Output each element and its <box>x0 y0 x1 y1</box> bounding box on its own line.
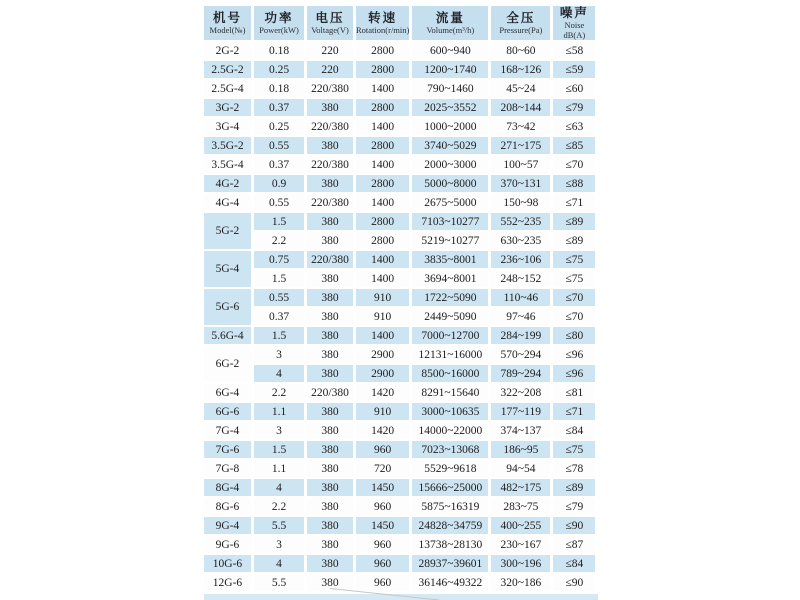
header-pressure-en: Pressure(Pa) <box>499 25 543 35</box>
table-row <box>204 61 595 78</box>
pressure-cell: 236~106 <box>491 251 550 268</box>
header-voltage-en: Voltage(V) <box>311 25 349 35</box>
noise-cell: ≤75 <box>553 441 595 458</box>
rotation-cell: 1400 <box>356 80 409 97</box>
voltage-cell: 380 <box>307 308 353 325</box>
model-cell: 6G-4 <box>204 384 251 401</box>
volume-cell: 7023~13068 <box>412 441 488 458</box>
column-header-noise <box>553 6 595 40</box>
table-row <box>204 99 595 116</box>
rotation-cell: 2800 <box>356 99 409 116</box>
table-row <box>204 517 595 534</box>
voltage-cell: 380 <box>307 441 353 458</box>
noise-cell: ≤96 <box>553 346 595 363</box>
power-cell: 3 <box>254 422 304 439</box>
header-volume-en: Volume(m³/h) <box>426 25 475 35</box>
voltage-cell: 380 <box>307 555 353 572</box>
header-model-zh: 机号 <box>212 11 242 25</box>
rotation-cell: 1420 <box>356 384 409 401</box>
volume-cell: 12131~16000 <box>412 346 488 363</box>
volume-cell: 5000~8000 <box>412 175 488 192</box>
noise-cell: ≤81 <box>553 384 595 401</box>
volume-cell: 28937~39601 <box>412 555 488 572</box>
header-power-en: Power(kW) <box>259 25 299 35</box>
table-row <box>204 441 595 458</box>
volume-cell: 1722~5090 <box>412 289 488 306</box>
column-header-power <box>254 6 304 40</box>
volume-cell: 2000~3000 <box>412 156 488 173</box>
power-cell: 0.55 <box>254 289 304 306</box>
volume-cell: 8291~15640 <box>412 384 488 401</box>
model-cell: 3.5G-4 <box>204 156 251 173</box>
power-cell: 5.5 <box>254 517 304 534</box>
pressure-cell: 94~54 <box>491 460 550 477</box>
rotation-cell: 1400 <box>356 194 409 211</box>
noise-cell: ≤70 <box>553 156 595 173</box>
table-row <box>204 42 595 59</box>
header-volume-zh: 流量 <box>435 11 465 25</box>
power-cell: 0.25 <box>254 61 304 78</box>
pressure-cell: 168~126 <box>491 61 550 78</box>
power-cell: 1.5 <box>254 270 304 287</box>
table-header <box>204 6 595 40</box>
noise-cell: ≤63 <box>553 118 595 135</box>
pressure-cell: 100~57 <box>491 156 550 173</box>
header-row <box>204 6 595 40</box>
table-row <box>204 118 595 135</box>
column-header-voltage <box>307 6 353 40</box>
pressure-cell: 208~144 <box>491 99 550 116</box>
rotation-cell: 1400 <box>356 156 409 173</box>
model-cell: 7G-4 <box>204 422 251 439</box>
voltage-cell: 380 <box>307 346 353 363</box>
power-cell: 0.37 <box>254 308 304 325</box>
voltage-cell: 220 <box>307 42 353 59</box>
noise-cell: ≤89 <box>553 479 595 496</box>
model-cell: 10G-6 <box>204 555 251 572</box>
table-row <box>204 175 595 192</box>
model-cell: 5.6G-4 <box>204 327 251 344</box>
volume-cell: 2025~3552 <box>412 99 488 116</box>
power-cell: 2.2 <box>254 384 304 401</box>
rotation-cell: 2800 <box>356 61 409 78</box>
noise-cell: ≤70 <box>553 308 595 325</box>
table-row <box>204 403 595 420</box>
header-rotation-en: Rotation(r/min) <box>356 25 410 35</box>
voltage-cell: 220/380 <box>307 80 353 97</box>
rotation-cell: 2800 <box>356 42 409 59</box>
rotation-cell: 960 <box>356 555 409 572</box>
noise-cell: ≤87 <box>553 536 595 553</box>
power-cell: 5.5 <box>254 574 304 591</box>
power-cell: 0.18 <box>254 80 304 97</box>
noise-cell: ≤58 <box>553 42 595 59</box>
rotation-cell: 2800 <box>356 137 409 154</box>
table-row <box>204 308 595 325</box>
noise-cell: ≤71 <box>553 194 595 211</box>
header-pressure-zh: 全压 <box>506 11 536 25</box>
rotation-cell: 960 <box>356 441 409 458</box>
table-row <box>204 498 595 515</box>
pressure-cell: 400~255 <box>491 517 550 534</box>
model-cell: 3.5G-2 <box>204 137 251 154</box>
model-cell: 7G-8 <box>204 460 251 477</box>
rotation-cell: 960 <box>356 574 409 591</box>
model-cell: 2.5G-4 <box>204 80 251 97</box>
noise-cell: ≤89 <box>553 213 595 230</box>
rotation-cell: 910 <box>356 403 409 420</box>
volume-cell: 36146~49322 <box>412 574 488 591</box>
pressure-cell: 177~119 <box>491 403 550 420</box>
voltage-cell: 220/380 <box>307 156 353 173</box>
noise-cell: ≤59 <box>553 61 595 78</box>
rotation-cell: 1400 <box>356 251 409 268</box>
voltage-cell: 380 <box>307 574 353 591</box>
table-row <box>204 289 595 306</box>
column-header-model <box>204 6 251 40</box>
pressure-cell: 284~199 <box>491 327 550 344</box>
pressure-cell: 97~46 <box>491 308 550 325</box>
voltage-cell: 380 <box>307 137 353 154</box>
pressure-cell: 482~175 <box>491 479 550 496</box>
volume-cell: 13738~28130 <box>412 536 488 553</box>
table-row <box>204 574 595 591</box>
voltage-cell: 380 <box>307 270 353 287</box>
power-cell: 0.75 <box>254 251 304 268</box>
voltage-cell: 220/380 <box>307 118 353 135</box>
power-cell: 0.25 <box>254 118 304 135</box>
volume-cell: 14000~22000 <box>412 422 488 439</box>
rotation-cell: 1450 <box>356 517 409 534</box>
rotation-cell: 2900 <box>356 365 409 382</box>
table-row <box>204 365 595 382</box>
model-cell: 12G-6 <box>204 574 251 591</box>
noise-cell: ≤71 <box>553 403 595 420</box>
voltage-cell: 380 <box>307 422 353 439</box>
noise-cell: ≤89 <box>553 232 595 249</box>
noise-cell: ≤79 <box>553 498 595 515</box>
volume-cell: 790~1460 <box>412 80 488 97</box>
volume-cell: 7000~12700 <box>412 327 488 344</box>
voltage-cell: 380 <box>307 460 353 477</box>
header-noise-en: Noise dB(A) <box>563 20 586 40</box>
pressure-cell: 283~75 <box>491 498 550 515</box>
header-noise-zh: 噪声 <box>559 6 589 20</box>
volume-cell: 3835~8001 <box>412 251 488 268</box>
table-row <box>204 327 595 344</box>
table-row <box>204 156 595 173</box>
table-row <box>204 232 595 249</box>
table-row <box>204 213 595 230</box>
volume-cell: 3694~8001 <box>412 270 488 287</box>
table-row <box>204 536 595 553</box>
voltage-cell: 220 <box>307 61 353 78</box>
header-power-zh: 功率 <box>264 11 294 25</box>
pressure-cell: 80~60 <box>491 42 550 59</box>
rotation-cell: 2800 <box>356 175 409 192</box>
pressure-cell: 45~24 <box>491 80 550 97</box>
model-cell: 5G-4 <box>204 251 251 287</box>
noise-cell: ≤90 <box>553 517 595 534</box>
voltage-cell: 380 <box>307 479 353 496</box>
model-cell: 2.5G-2 <box>204 61 251 78</box>
table-row <box>204 80 595 97</box>
noise-cell: ≤80 <box>553 327 595 344</box>
model-cell: 6G-2 <box>204 346 251 382</box>
column-header-rotation <box>356 6 409 40</box>
header-rotation-zh: 转速 <box>368 11 398 25</box>
voltage-cell: 380 <box>307 289 353 306</box>
power-cell: 0.55 <box>254 137 304 154</box>
voltage-cell: 380 <box>307 175 353 192</box>
model-cell: 8G-4 <box>204 479 251 496</box>
rotation-cell: 1400 <box>356 118 409 135</box>
power-cell: 3 <box>254 536 304 553</box>
volume-cell: 15666~25000 <box>412 479 488 496</box>
table-row <box>204 194 595 211</box>
pressure-cell: 374~137 <box>491 422 550 439</box>
header-voltage-zh: 电压 <box>315 11 345 25</box>
noise-cell: ≤84 <box>553 422 595 439</box>
volume-cell: 3740~5029 <box>412 137 488 154</box>
volume-cell: 24828~34759 <box>412 517 488 534</box>
power-cell: 4 <box>254 365 304 382</box>
table-body <box>204 42 595 591</box>
model-cell: 6G-6 <box>204 403 251 420</box>
header-model-en: Model(№) <box>209 25 246 35</box>
voltage-cell: 380 <box>307 99 353 116</box>
column-header-pressure <box>491 6 550 40</box>
volume-cell: 1200~1740 <box>412 61 488 78</box>
power-cell: 0.37 <box>254 156 304 173</box>
rotation-cell: 2800 <box>356 232 409 249</box>
column-header-volume <box>412 6 488 40</box>
rotation-cell: 910 <box>356 289 409 306</box>
power-cell: 1.1 <box>254 403 304 420</box>
pressure-cell: 552~235 <box>491 213 550 230</box>
voltage-cell: 380 <box>307 232 353 249</box>
power-cell: 0.9 <box>254 175 304 192</box>
pressure-cell: 271~175 <box>491 137 550 154</box>
volume-cell: 600~940 <box>412 42 488 59</box>
model-cell: 4G-2 <box>204 175 251 192</box>
rotation-cell: 960 <box>356 536 409 553</box>
voltage-cell: 380 <box>307 517 353 534</box>
noise-cell: ≤75 <box>553 270 595 287</box>
table-row <box>204 346 595 363</box>
table-row <box>204 555 595 572</box>
model-cell: 5G-2 <box>204 213 251 249</box>
noise-cell: ≤84 <box>553 555 595 572</box>
model-cell: 2G-2 <box>204 42 251 59</box>
rotation-cell: 2900 <box>356 346 409 363</box>
voltage-cell: 380 <box>307 403 353 420</box>
model-cell: 9G-4 <box>204 517 251 534</box>
voltage-cell: 380 <box>307 213 353 230</box>
pressure-cell: 320~186 <box>491 574 550 591</box>
pressure-cell: 110~46 <box>491 289 550 306</box>
pressure-cell: 186~95 <box>491 441 550 458</box>
volume-cell: 3000~10635 <box>412 403 488 420</box>
noise-cell: ≤78 <box>553 460 595 477</box>
pressure-cell: 230~167 <box>491 536 550 553</box>
volume-cell: 5529~9618 <box>412 460 488 477</box>
noise-cell: ≤75 <box>553 251 595 268</box>
model-cell: 8G-6 <box>204 498 251 515</box>
rotation-cell: 910 <box>356 308 409 325</box>
power-cell: 0.18 <box>254 42 304 59</box>
noise-cell: ≤70 <box>553 289 595 306</box>
voltage-cell: 380 <box>307 536 353 553</box>
rotation-cell: 1420 <box>356 422 409 439</box>
noise-cell: ≤85 <box>553 137 595 154</box>
model-cell: 9G-6 <box>204 536 251 553</box>
power-cell: 4 <box>254 479 304 496</box>
model-cell: 3G-4 <box>204 118 251 135</box>
rotation-cell: 1400 <box>356 327 409 344</box>
table-row <box>204 479 595 496</box>
noise-cell: ≤88 <box>553 175 595 192</box>
pressure-cell: 789~294 <box>491 365 550 382</box>
power-cell: 2.2 <box>254 232 304 249</box>
volume-cell: 5875~16319 <box>412 498 488 515</box>
pressure-cell: 370~131 <box>491 175 550 192</box>
table-row <box>204 251 595 268</box>
volume-cell: 8500~16000 <box>412 365 488 382</box>
voltage-cell: 380 <box>307 365 353 382</box>
rotation-cell: 960 <box>356 498 409 515</box>
pressure-cell: 570~294 <box>491 346 550 363</box>
noise-cell: ≤79 <box>553 99 595 116</box>
power-cell: 1.5 <box>254 441 304 458</box>
pressure-cell: 300~196 <box>491 555 550 572</box>
model-cell: 4G-4 <box>204 194 251 211</box>
table-row <box>204 137 595 154</box>
volume-cell: 1000~2000 <box>412 118 488 135</box>
volume-cell: 7103~10277 <box>412 213 488 230</box>
pressure-cell: 150~98 <box>491 194 550 211</box>
power-cell: 4 <box>254 555 304 572</box>
voltage-cell: 380 <box>307 498 353 515</box>
power-cell: 3 <box>254 346 304 363</box>
power-cell: 0.55 <box>254 194 304 211</box>
table-row <box>204 384 595 401</box>
power-cell: 1.5 <box>254 327 304 344</box>
volume-cell: 2675~5000 <box>412 194 488 211</box>
volume-cell: 5219~10277 <box>412 232 488 249</box>
power-cell: 2.2 <box>254 498 304 515</box>
model-cell: 3G-2 <box>204 99 251 116</box>
table-row <box>204 270 595 287</box>
voltage-cell: 220/380 <box>307 251 353 268</box>
voltage-cell: 220/380 <box>307 384 353 401</box>
voltage-cell: 380 <box>307 327 353 344</box>
pressure-cell: 73~42 <box>491 118 550 135</box>
power-cell: 1.5 <box>254 213 304 230</box>
model-cell: 7G-6 <box>204 441 251 458</box>
voltage-cell: 220/380 <box>307 194 353 211</box>
noise-cell: ≤96 <box>553 365 595 382</box>
model-cell: 5G-6 <box>204 289 251 325</box>
noise-cell: ≤60 <box>553 80 595 97</box>
power-cell: 1.1 <box>254 460 304 477</box>
power-cell: 0.37 <box>254 99 304 116</box>
pressure-cell: 630~235 <box>491 232 550 249</box>
table-row <box>204 460 595 477</box>
rotation-cell: 720 <box>356 460 409 477</box>
pressure-cell: 322~208 <box>491 384 550 401</box>
rotation-cell: 1450 <box>356 479 409 496</box>
noise-cell: ≤90 <box>553 574 595 591</box>
rotation-cell: 2800 <box>356 213 409 230</box>
volume-cell: 2449~5090 <box>412 308 488 325</box>
table-row <box>204 422 595 439</box>
rotation-cell: 1400 <box>356 270 409 287</box>
fan-spec-table <box>201 4 598 593</box>
pressure-cell: 248~152 <box>491 270 550 287</box>
